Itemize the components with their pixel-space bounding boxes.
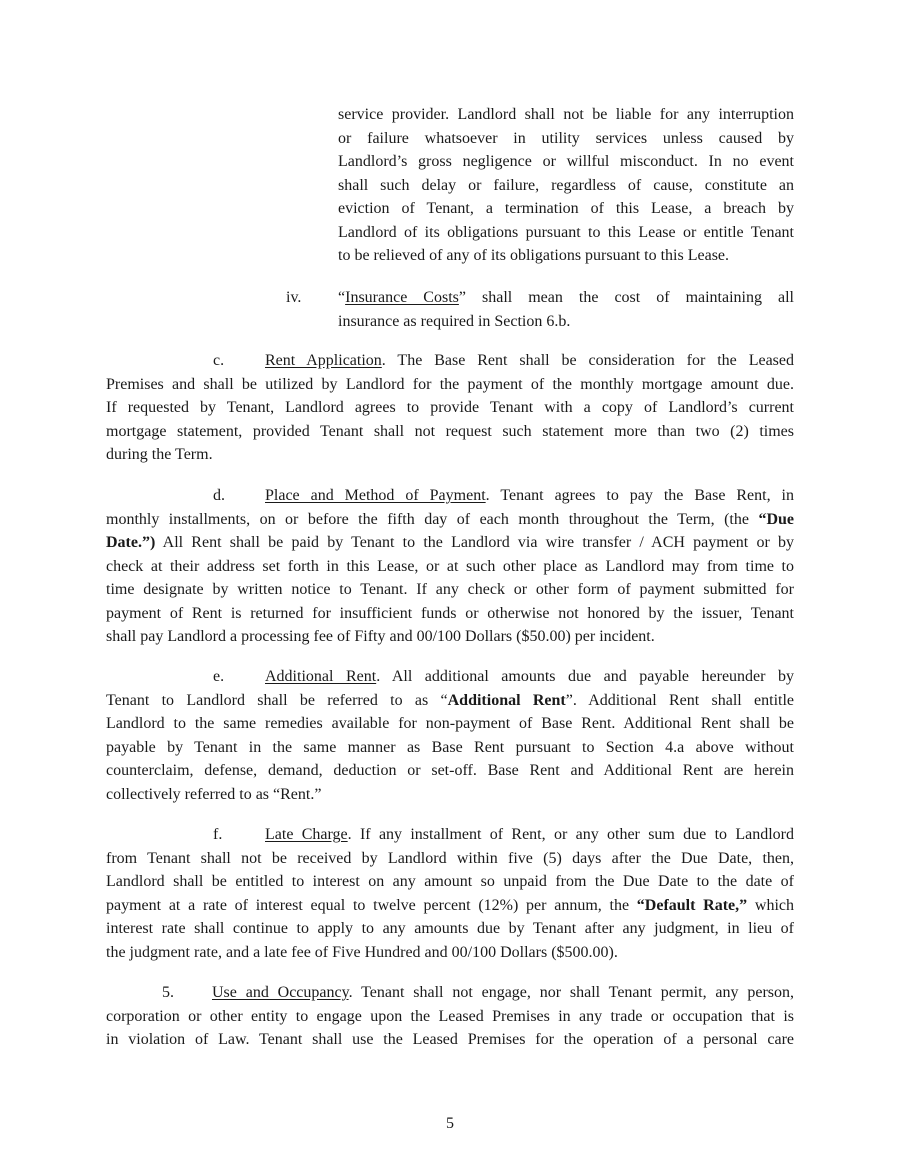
text-line (338, 244, 794, 268)
text-segment: . All additional amounts due and payable hereunder by (376, 668, 795, 685)
paragraph-place-method-payment (106, 484, 794, 649)
text-line (265, 665, 794, 689)
text-line (106, 531, 794, 555)
text-segment: corporation or other entity to engage upon the Leased Premises in any trade or occupation that is (106, 1007, 794, 1025)
text-segment: “ (338, 289, 346, 306)
text-segment: Landlord of its obligations pursuant to this Lease or entitle Tenant (338, 223, 794, 241)
paragraph-label: 5. (162, 984, 174, 1001)
text-line (106, 870, 794, 894)
text-segment: All Rent shall be paid by Tenant to the Landlord via wire transfer / ACH payment or by (155, 534, 794, 551)
paragraph-label: c. (213, 352, 225, 369)
text-segment: the judgment rate, and a late fee of Five Hundred and 00/100 Dollars ($500.00). (106, 943, 618, 961)
text-segment: Premises and shall be utilized by Landlord for the payment of the monthly mortgage amount due. (106, 375, 794, 393)
text-line (338, 221, 794, 245)
section-heading: Insurance Costs (345, 289, 459, 306)
text-line (338, 103, 794, 127)
text-segment: ”. Additional Rent shall entitle (565, 691, 795, 709)
text-line (106, 555, 794, 579)
paragraph-label: d. (213, 487, 225, 504)
text-line (106, 759, 794, 783)
text-segment: Landlord’s gross negligence or willful misconduct. In no event (338, 153, 794, 170)
text-segment: If requested by Tenant, Landlord agrees to provide Tenant with a copy of Landlord’s current (106, 399, 794, 416)
text-line (106, 783, 794, 807)
paragraph-label: iv. (286, 289, 302, 306)
text-segment: check at their address set forth in this Lease, or at such other place as Landlord may from time to (106, 557, 794, 575)
text-line (106, 941, 794, 965)
text-line (106, 894, 794, 918)
paragraph-additional-rent (106, 665, 794, 806)
text-segment: service provider. Landlord shall not be liable for any interruption (338, 106, 794, 123)
text-segment: counterclaim, defense, demand, deduction or set-off. Base Rent and Additional Rent are herein (106, 762, 794, 779)
text-line (265, 484, 794, 508)
section-heading: Rent Application (265, 352, 382, 369)
text-line (106, 625, 794, 649)
text-segment: which (747, 896, 795, 914)
text-segment: from Tenant shall not be received by Landlord within five (5) days after the Due Date, then, (106, 849, 794, 867)
text-segment: or failure whatsoever in utility services unless caused by (338, 129, 794, 147)
text-line (106, 712, 794, 736)
text-line (338, 127, 794, 151)
text-segment: . If any installment of Rent, or any other sum due to Landlord (347, 826, 794, 843)
text-line (338, 310, 794, 334)
paragraph-label: f. (213, 826, 223, 843)
defined-term: Additional Rent (447, 691, 566, 709)
text-line (106, 1005, 794, 1029)
section-heading: Use and Occupancy (212, 984, 349, 1001)
text-line (106, 689, 794, 713)
text-line (265, 349, 794, 373)
text-line (106, 443, 794, 467)
text-line (338, 197, 794, 221)
paragraph-utility-services (338, 103, 794, 268)
text-segment: Tenant to Landlord shall be referred to as “ (106, 691, 448, 709)
section-heading: Place and Method of Payment (265, 487, 486, 504)
text-line (106, 602, 794, 626)
text-line (106, 420, 794, 444)
paragraph-rent-application (106, 349, 794, 467)
text-line (338, 150, 794, 174)
paragraph-use-and-occupancy (106, 981, 794, 1052)
text-segment: during the Term. (106, 446, 213, 463)
text-segment: payment of Rent is returned for insufficient funds or otherwise not honored by the issuer, Tenant (106, 604, 794, 622)
text-line (106, 396, 794, 420)
text-line (106, 736, 794, 760)
text-segment: payable by Tenant in the same manner as Base Rent pursuant to Section 4.a above without (106, 738, 794, 756)
text-line (212, 981, 794, 1005)
text-line (106, 508, 794, 532)
text-segment: mortgage statement, provided Tenant shall not request such statement more than two (2) times (106, 422, 794, 440)
section-heading: Late Charge (265, 826, 348, 843)
text-segment: . Tenant agrees to pay the Base Rent, in (485, 487, 795, 504)
text-segment: collectively referred to as “Rent.” (106, 785, 322, 803)
defined-term: “Default Rate,” (636, 896, 748, 914)
text-line (106, 1028, 794, 1052)
text-segment: time designate by written notice to Tenant. If any check or other form of payment submitted for (106, 581, 794, 598)
paragraph-late-charge (106, 823, 794, 964)
text-segment: in violation of Law. Tenant shall use the Leased Premises for the operation of a personal care (106, 1031, 794, 1048)
text-segment: payment at a rate of interest equal to twelve percent (12%) per annum, the (106, 896, 637, 914)
text-line (265, 823, 794, 847)
text-line (106, 373, 794, 397)
text-segment: ” shall mean the cost of maintaining all (458, 289, 794, 306)
paragraph-label: e. (213, 668, 225, 685)
text-line (106, 578, 794, 602)
page-number: 5 (446, 1115, 454, 1132)
text-segment: eviction of Tenant, a termination of this Lease, a breach by (338, 200, 794, 217)
text-segment: monthly installments, on or before the fifth day of each month throughout the Term, (the (106, 510, 759, 528)
defined-term: Date.”) (106, 534, 156, 551)
text-line (338, 286, 794, 310)
defined-term: “Due (758, 510, 794, 528)
text-segment: insurance as required in Section 6.b. (338, 312, 571, 330)
text-segment: to be relieved of any of its obligations pursuant to this Lease. (338, 247, 730, 264)
paragraph-insurance-costs (106, 286, 794, 333)
text-segment: shall pay Landlord a processing fee of Fifty and 00/100 Dollars ($50.00) per incident. (106, 628, 655, 645)
text-line (106, 917, 794, 941)
text-segment: . Tenant shall not engage, nor shall Tenant permit, any person, (348, 984, 794, 1001)
text-segment: Landlord shall be entitled to interest on any amount so unpaid from the Due Date to the date of (106, 873, 794, 890)
text-line (106, 847, 794, 871)
text-segment: shall such delay or failure, regardless of cause, constitute an (338, 176, 794, 194)
text-segment: interest rate shall continue to apply to any amounts due by Tenant after any judgment, in lieu of (106, 920, 794, 937)
section-heading: Additional Rent (265, 668, 377, 685)
text-segment: . The Base Rent shall be consideration for the Leased (381, 352, 794, 369)
text-segment: Landlord to the same remedies available for non-payment of Base Rent. Additional Rent shall be (106, 715, 794, 732)
text-line (338, 174, 794, 198)
